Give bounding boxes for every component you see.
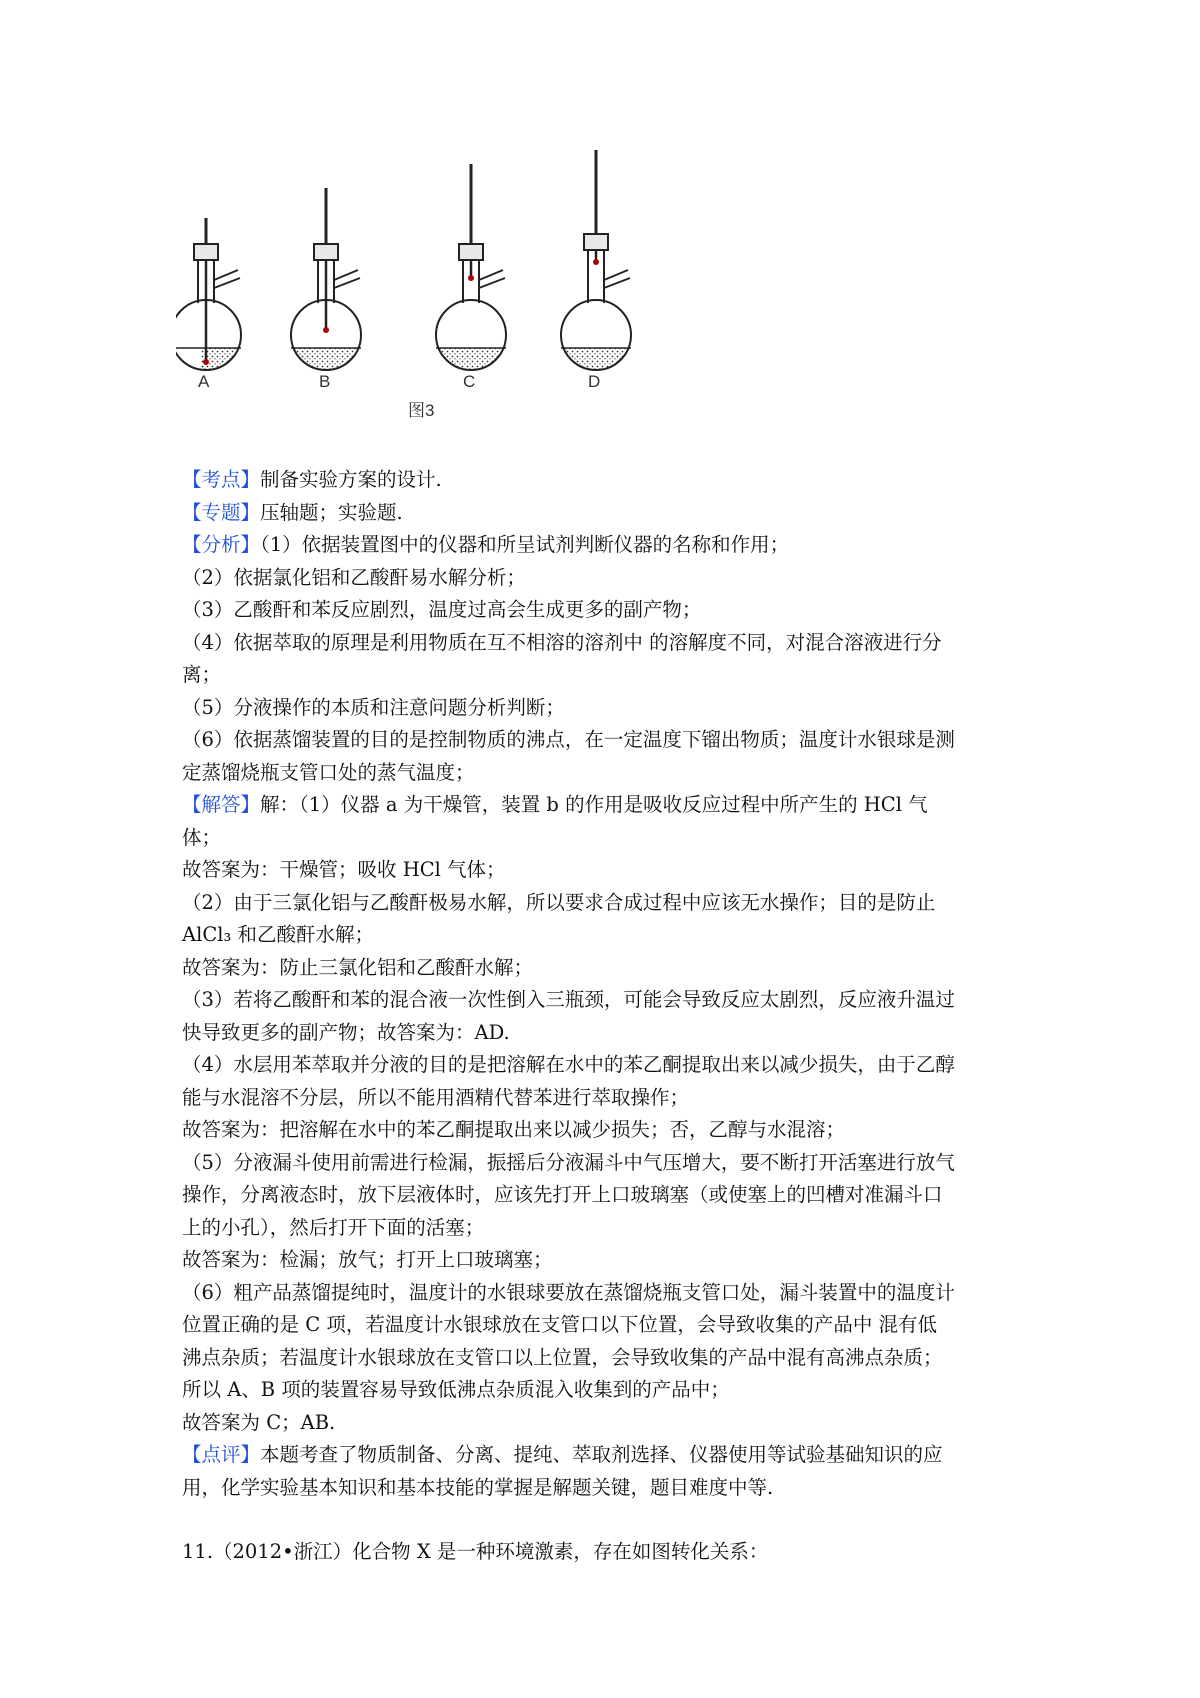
line-text: （6）依据蒸馏装置的目的是控制物质的沸点，在一定温度下镏出物质；温度计水银球是测 <box>182 728 955 751</box>
line-text: 离； <box>182 663 222 686</box>
text-line <box>182 757 1042 790</box>
apparatus-figure <box>176 150 696 460</box>
line-text: AlCl₃ 和乙酸酐水解； <box>182 923 374 946</box>
text-line <box>182 952 1042 985</box>
line-text: 故答案为：防止三氯化铝和乙酸酐水解； <box>182 955 534 979</box>
text-line <box>182 1374 1042 1407</box>
text-line <box>182 887 1042 920</box>
line-text: 用，化学实验基本知识和基本技能的掌握是解题关键，题目难度中等. <box>182 1475 774 1499</box>
text-line <box>182 1407 1042 1440</box>
text-line <box>182 627 1042 660</box>
line-text: 操作，分离液态时，放下层液体时，应该先打开上口玻璃塞（或使塞上的凹槽对准漏斗口 <box>182 1183 943 1206</box>
line-text: 定蒸馏烧瓶支管口处的蒸气温度； <box>182 760 475 784</box>
line-text: （4）依据萃取的原理是利用物质在互不相溶的溶剂中 的溶解度不同，对混合溶液进行分 <box>182 630 942 654</box>
section-tag: 【点评】 <box>182 1443 261 1466</box>
line-text: 压轴题；实验题. <box>260 500 403 524</box>
line-text: 上的小孔），然后打开下面的活塞； <box>182 1215 485 1239</box>
line-text: 故答案为 C；AB. <box>182 1410 336 1434</box>
figure-caption: 图3 <box>408 401 435 420</box>
text-line <box>182 1179 1042 1212</box>
section-tag: 【解答】 <box>182 793 261 816</box>
text-line <box>182 822 1042 855</box>
flask-diagrams <box>176 150 696 460</box>
line-text: （4）水层用苯萃取并分液的目的是把溶解在水中的苯乙酮提取出来以减少损失，由于乙醇 <box>182 1053 955 1076</box>
line-text: 本题考查了物质制备、分离、提纯、萃取剂选择、仪器使用等试验基础知识的应 <box>260 1443 943 1466</box>
figure-label-c: C <box>463 372 476 391</box>
text-line <box>182 529 1042 562</box>
line-text: 沸点杂质；若温度计水银球放在支管口以上位置，会导致收集的产品中混有高沸点杂质； <box>182 1345 943 1369</box>
section-tag: 【考点】 <box>182 468 261 491</box>
text-line <box>182 1147 1042 1180</box>
section-tag: 【分析】 <box>182 533 261 556</box>
text-line <box>182 497 1042 530</box>
line-text: 故答案为：把溶解在水中的苯乙酮提取出来以减少损失；否，乙醇与水混溶； <box>182 1118 846 1141</box>
line-text: 位置正确的是 C 项，若温度计水银球放在支管口以下位置，会导致收集的产品中 混有低 <box>182 1313 938 1336</box>
text-line <box>182 919 1042 952</box>
spacer <box>182 1504 1042 1536</box>
text-line <box>182 789 1042 822</box>
text-line <box>182 464 1042 497</box>
line-text: （6）粗产品蒸馏提纯时，温度计的水银球要放在蒸馏烧瓶支管口处，漏斗装置中的温度计 <box>182 1280 955 1304</box>
line-text: 故答案为：干燥管；吸收 HCl 气体； <box>182 858 506 881</box>
line-text: 能与水混溶不分层，所以不能用酒精代替苯进行萃取操作； <box>182 1085 690 1109</box>
figure-label-d: D <box>588 372 601 391</box>
figure-label-a: A <box>198 372 210 391</box>
text-line <box>182 984 1042 1017</box>
line-text: （2）由于三氯化铝与乙酸酐极易水解，所以要求合成过程中应该无水操作；目的是防止 <box>182 890 936 914</box>
line-text: （1）依据装置图中的仪器和所呈试剂判断仪器的名称和作用； <box>260 533 790 556</box>
text-line <box>182 1309 1042 1342</box>
line-text: 故答案为：检漏；放气；打开上口玻璃塞； <box>182 1248 553 1271</box>
text-line <box>182 692 1042 725</box>
line-text: （2）依据氯化铝和乙酸酐易水解分析； <box>182 565 526 589</box>
text-line <box>182 1082 1042 1115</box>
line-text: （3）乙酸酐和苯反应剧烈，温度过高会生成更多的副产物； <box>182 598 702 621</box>
line-text: 体； <box>182 825 222 849</box>
flask-a <box>176 218 281 378</box>
text-line <box>182 1439 1042 1472</box>
text-line <box>182 1017 1042 1050</box>
line-text: 解：（1）仪器 a 为干燥管，装置 b 的作用是吸收反应过程中所产生的 HCl 气 <box>260 793 928 816</box>
flask-c <box>431 164 511 378</box>
line-text: （5）分液漏斗使用前需进行检漏，振摇后分液漏斗中气压增大，要不断打开活塞进行放气 <box>182 1150 955 1174</box>
text-line <box>182 562 1042 595</box>
text-line <box>182 1244 1042 1277</box>
line-text: 所以 A、B 项的装置容易导致低沸点杂质混入收集到的产品中； <box>182 1378 730 1401</box>
figure-label-b: B <box>319 372 331 391</box>
text-line <box>182 1472 1042 1505</box>
text-line <box>182 724 1042 757</box>
text-line <box>182 1342 1042 1375</box>
text-line <box>182 1277 1042 1310</box>
flask-d <box>556 150 636 378</box>
text-line <box>182 1114 1042 1147</box>
section-tag: 【专题】 <box>182 500 261 524</box>
text-line <box>182 1212 1042 1245</box>
line-text: （5）分液操作的本质和注意问题分析判断； <box>182 695 565 719</box>
text-line <box>182 659 1042 692</box>
text-line <box>182 854 1042 887</box>
line-text: （3）若将乙酸酐和苯的混合液一次性倒入三瓶颈，可能会导致反应太剧烈，反应液升温过 <box>182 988 955 1011</box>
text-line <box>182 1049 1042 1082</box>
line-text: 制备实验方案的设计. <box>260 468 442 491</box>
next-question: 11.（2012•浙江）化合物 X 是一种环境激素，存在如图转化关系： <box>182 1540 769 1563</box>
line-text: 快导致更多的副产物；故答案为：AD. <box>182 1020 510 1044</box>
solution-text <box>182 464 1042 1569</box>
flask-b <box>286 188 366 378</box>
text-line <box>182 594 1042 627</box>
